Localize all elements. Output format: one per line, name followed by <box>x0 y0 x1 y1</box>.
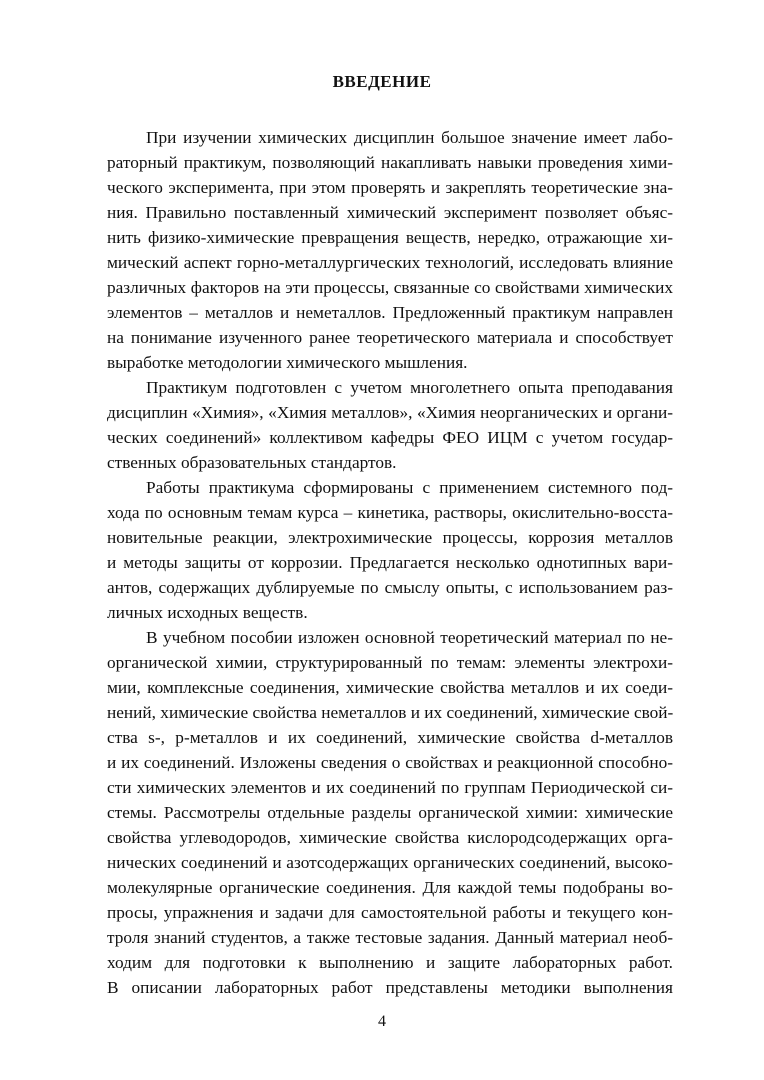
paragraph-1-line: мический аспект горно-металлургических технологий, исследовать влияние <box>107 253 673 272</box>
paragraph-2-line: ственных образовательных стандартов. <box>107 453 397 472</box>
paragraph-3-line: и методы защиты от коррозии. Предлагается несколько однотипных вари- <box>107 553 673 572</box>
paragraph-4-line: просы, упражнения и задачи для самостоятельной работы и текущего кон- <box>107 903 673 922</box>
paragraph-2-line: ческих соединений» коллективом кафедры ФЕО ИЦМ с учетом государ- <box>107 428 673 447</box>
paragraph-4-line: свойства углеводородов, химические свойства кислородсодержащих орга- <box>107 828 673 847</box>
paragraph-1-line: на понимание изученного ранее теоретического материала и способствует <box>107 328 673 347</box>
paragraph-1-line: При изучении химических дисциплин большое значение имеет лабо- <box>146 128 673 147</box>
paragraph-4-line: нических соединений и азотсодержащих органических соединений, высоко- <box>107 853 673 872</box>
paragraph-1-line: ния. Правильно поставленный химический эксперимент позволяет объяс- <box>107 203 673 222</box>
paragraph-2-line: дисциплин «Химия», «Химия металлов», «Химия неорганических и органи- <box>107 403 673 422</box>
paragraph-4-line: ства s-, p-металлов и их соединений, химические свойства d-металлов <box>107 728 673 747</box>
paragraph-4-line: сти химических элементов и их соединений по группам Периодической си- <box>107 778 673 797</box>
paragraph-4-line: органической химии, структурированный по темам: элементы электрохи- <box>107 653 673 672</box>
paragraph-1-line: ческого эксперимента, при этом проверять и закреплять теоретические зна- <box>107 178 673 197</box>
paragraph-3-line: новительные реакции, электрохимические процессы, коррозия металлов <box>107 528 673 547</box>
paragraph-4-line: нений, химические свойства неметаллов и их соединений, химические свой- <box>107 703 674 722</box>
paragraph-3-line: антов, содержащих дублируемые по смыслу опыты, с использованием раз- <box>107 578 673 597</box>
paragraph-1-line: раторный практикум, позволяющий накапливать навыки проведения хими- <box>107 153 673 172</box>
paragraph-3-line: Работы практикума сформированы с применением системного под- <box>146 478 673 497</box>
paragraph-1-line: нить физико-химические превращения веществ, нередко, отражающие хи- <box>107 228 673 247</box>
paragraph-3-line: хода по основным темам курса – кинетика, растворы, окислительно-восста- <box>107 503 673 522</box>
page-number: 4 <box>378 1013 386 1030</box>
paragraph-4-line: В учебном пособии изложен основной теоретический материал по не- <box>146 628 673 647</box>
paragraph-2-line: Практикум подготовлен с учетом многолетнего опыта преподавания <box>146 378 673 397</box>
paragraph-1-line: элементов – металлов и неметаллов. Предложенный практикум направлен <box>107 303 673 322</box>
page-title: ВВЕДЕНИЕ <box>332 72 432 91</box>
paragraph-1-line: различных факторов на эти процессы, связанные со свойствами химических <box>107 278 673 297</box>
paragraph-4-line: молекулярные органические соединения. Для каждой темы подобраны во- <box>107 878 673 897</box>
paragraph-4-line: троля знаний студентов, а также тестовые задания. Данный материал необ- <box>107 928 673 947</box>
paragraph-4-line: и их соединений. Изложены сведения о свойствах и реакционной способно- <box>107 753 673 772</box>
paragraph-4-line: В описании лабораторных работ представлены методики выполнения <box>107 978 673 997</box>
paragraph-3-line: личных исходных веществ. <box>107 603 308 622</box>
paragraph-1-line: выработке методологии химического мышления. <box>107 353 468 372</box>
paragraph-4-line: мии, комплексные соединения, химические свойства металлов и их соеди- <box>107 678 673 697</box>
paragraph-4-line: стемы. Рассмотрелы отдельные разделы органической химии: химические <box>107 803 673 822</box>
paragraph-4-line: ходим для подготовки к выполнению и защите лабораторных работ. <box>107 953 673 972</box>
